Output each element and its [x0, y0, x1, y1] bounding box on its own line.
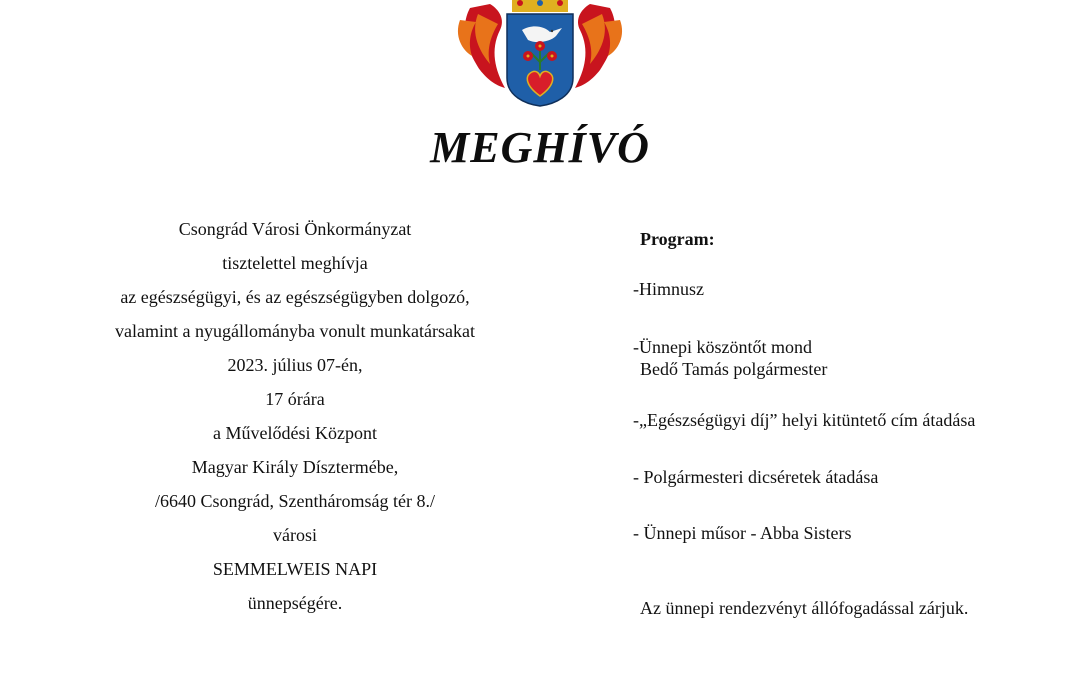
event-name: SEMMELWEIS NAPI: [212, 559, 378, 579]
program-item-detail: Bedő Tamás polgármester: [640, 359, 828, 379]
invitation-line: városi: [273, 525, 317, 545]
invitation-line: az egészségügyi, és az egészségügyben dolgozó,: [120, 287, 470, 307]
invitation-line: ünnepségére.: [247, 593, 343, 613]
program-heading: Program:: [640, 229, 715, 249]
invitation-line: tisztelettel meghívja: [222, 253, 368, 273]
invitation-time: 17 órára: [265, 389, 325, 409]
invitation-line: valamint a nyugállományba vonult munkatársakat: [115, 321, 475, 341]
invitation-venue: a Művelődési Központ: [213, 423, 377, 443]
invitation-date: 2023. július 07-én,: [227, 355, 363, 375]
coat-of-arms-icon: [450, 0, 630, 110]
program-item: - Ünnepi műsor - Abba Sisters: [633, 523, 852, 543]
program-item: -Ünnepi köszöntőt mond: [633, 337, 812, 357]
closing-text: Az ünnepi rendezvényt állófogadással zárjuk.: [640, 598, 969, 618]
invitation-text: [60, 218, 530, 626]
program-item: -Himnusz: [633, 279, 704, 299]
invitation-address: /6640 Csongrád, Szentháromság tér 8./: [155, 491, 435, 511]
page-title: MEGHÍVÓ: [430, 123, 650, 172]
invitation-hall: Magyar Király Dísztermébe,: [191, 457, 399, 477]
invitation-line: Csongrád Városi Önkormányzat: [178, 219, 412, 239]
program-item: - Polgármesteri dicséretek átadása: [633, 467, 879, 487]
program-item: -„Egészségügyi díj” helyi kitüntető cím átadása: [633, 410, 976, 430]
